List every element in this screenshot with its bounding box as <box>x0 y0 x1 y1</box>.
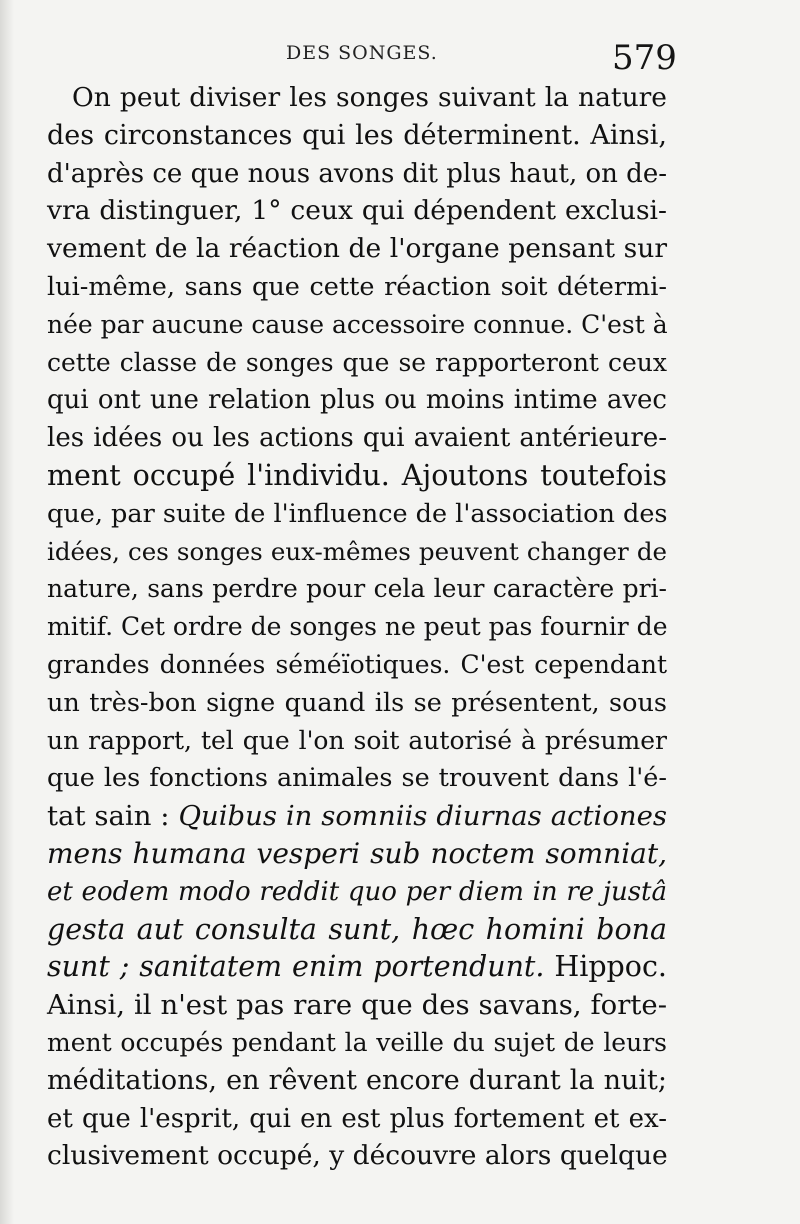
text-line <box>47 229 667 269</box>
text-line <box>47 267 667 307</box>
italic-text: mens humana vesperi sub noctem somniat, <box>47 837 667 870</box>
text-segment: et que l'esprit, qui en est plus fortement et ex- <box>47 1103 667 1134</box>
text-segment: des circonstances qui les déterminent. Ainsi, <box>47 119 667 151</box>
text-segment: ment occupé l'individu. Ajoutons toutefois <box>47 459 667 492</box>
text-line <box>47 758 667 798</box>
page-edge-shadow <box>0 0 14 1224</box>
italic-text: gesta aut consulta sunt, hœc homini bona <box>47 912 667 946</box>
text-segment: idées, ces songes eux-mêmes peuvent changer de <box>47 536 667 566</box>
text-line <box>47 1061 667 1101</box>
text-line <box>47 910 667 950</box>
text-line <box>47 834 667 874</box>
text-line <box>47 456 667 496</box>
text-segment: qui ont une relation plus ou moins intime avec <box>47 385 667 416</box>
text-segment: les idées ou les actions qui avaient antérieure- <box>47 423 667 454</box>
italic-text: et eodem modo reddit quo per diem in re justâ <box>47 876 667 907</box>
text-line <box>47 796 667 836</box>
text-line <box>47 532 667 572</box>
italic-text: Quibus in somniis diurnas actiones <box>178 800 667 833</box>
text-line <box>47 947 667 987</box>
text-segment: vement de la réaction de l'organe pensant sur <box>47 233 667 265</box>
text-line <box>47 985 667 1025</box>
running-header: DES SONGES. <box>286 42 438 64</box>
text-line <box>47 418 667 458</box>
text-line <box>47 154 667 194</box>
italic-text: sunt ; sanitatem enim portendunt. <box>47 950 545 984</box>
text-line <box>47 607 667 647</box>
text-line <box>47 191 667 231</box>
text-segment: d'après ce que nous avons dit plus haut, on de- <box>47 158 667 189</box>
text-line <box>47 872 667 912</box>
text-line <box>47 343 667 383</box>
text-line <box>47 1099 667 1139</box>
text-segment: que, par suite de l'influence de l'association des <box>47 498 668 529</box>
text-segment: ment occupés pendant la veille du sujet de leurs <box>47 1028 667 1057</box>
text-line <box>47 116 667 156</box>
text-line <box>47 645 667 685</box>
text-line <box>72 78 667 118</box>
text-segment: un très-bon signe quand ils se présentent, sous <box>47 687 667 718</box>
text-line <box>47 305 667 345</box>
text-segment: clusivement occupé, y découvre alors quelque <box>47 1140 668 1172</box>
page-number: 579 <box>612 38 677 78</box>
text-line <box>47 380 667 420</box>
text-segment: vra distinguer, 1° ceux qui dépendent exclusi- <box>47 195 667 227</box>
text-segment: On peut diviser les songes suivant la nature <box>72 82 667 113</box>
text-segment: Ainsi, il n'est pas rare que des savans, forte- <box>47 989 667 1022</box>
text-segment: lui-même, sans que cette réaction soit détermi- <box>47 272 667 302</box>
text-segment: mitif. Cet ordre de songes ne peut pas fournir de <box>47 612 668 642</box>
text-segment: tat sain : <box>47 800 179 833</box>
text-segment: que les fonctions animales se trouvent dans l'é- <box>47 763 667 794</box>
text-segment: méditations, en rêvent encore durant la nuit; <box>47 1064 667 1096</box>
text-segment: grandes données séméïotiques. C'est cependant <box>47 650 667 679</box>
text-segment: née par aucune cause accessoire connue. C'est à <box>47 309 668 339</box>
text-line <box>47 569 667 609</box>
text-segment: nature, sans perdre pour cela leur caractère pri- <box>47 574 667 604</box>
text-line <box>47 494 667 534</box>
text-segment: cette classe de songes que se rapporteront ceux <box>47 347 667 377</box>
text-line <box>47 1023 667 1063</box>
text-line <box>47 721 667 761</box>
text-line <box>47 683 667 723</box>
text-segment: Hippoc. <box>544 950 667 984</box>
text-segment: un rapport, tel que l'on soit autorisé à présumer <box>47 725 667 755</box>
text-line <box>47 1136 667 1176</box>
